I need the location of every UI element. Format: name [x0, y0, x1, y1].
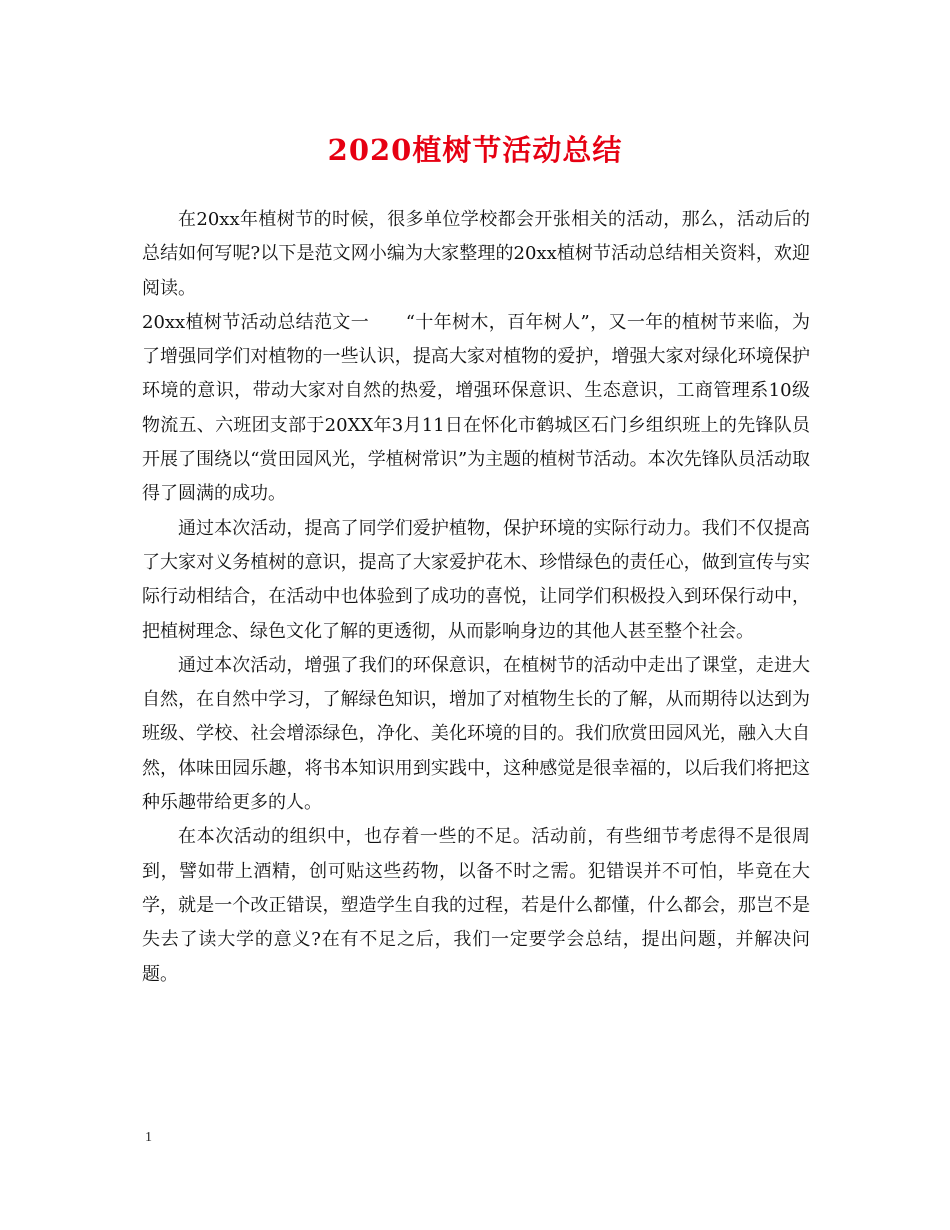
page-number: 1: [145, 1130, 152, 1145]
paragraph-environmental-awareness: 通过本次活动，增强了我们的环保意识，在植树节的活动中走出了课堂，走进大自然，在自然中学习，了解绿色知识，增加了对植物生长的了解，从而期待以达到为班级、学校、社会增添绿色，净化、美化环境的目的。我们欣赏田园风光，融入大自然，体味田园乐趣，将书本知识用到实践中，这种感觉是很幸福的，以后我们将把这种乐趣带给更多的人。: [142, 654, 810, 814]
document-title: 2020植树节活动总结: [327, 133, 623, 167]
paragraph-shortcomings: 在本次活动的组织中，也存着一些的不足。活动前，有些细节考虑得不是很周到，譬如带上酒精，创可贴这些药物，以备不时之需。犯错误并不可怕，毕竟在大学，就是一个改正错误，塑造学生自我的过程，若是什么都懂，什么都会，那岂不是失去了读大学的意义?在有不足之后，我们一定要学会总结，提出问题，并解决问题。: [142, 826, 810, 985]
paragraph-sample-one: 20xx植树节活动总结范文一 “十年树木，百年树人”，又一年的植树节来临，为了增强同学们对植物的一些认识，提高大家对植物的爱护，增强大家对绿化环境保护环境的意识，带动大家对自然的热爱，增强环保意识、生态意识，工商管理系10级物流五、六班团支部于20XX年3月11日在怀化市鹤城区石门乡组织班上的先锋队员开展了围绕以“赏田园风光，学植树常识”为主题的植树节活动。本次先锋队员活动取得了圆满的成功。: [142, 311, 810, 505]
paragraph-activity-effect: 通过本次活动，提高了同学们爱护植物，保护环境的实际行动力。我们不仅提高了大家对义务植树的意识，提高了大家爱护花木、珍惜绿色的责任心，做到宣传与实际行动相结合，在活动中也体验到了成功的喜悦，让同学们积极投入到环保行动中，把植树理念、绿色文化了解的更透彻，从而影响身边的其他人甚至整个社会。: [142, 517, 810, 642]
paragraph-intro: 在20xx年植树节的时候，很多单位学校都会开张相关的活动，那么，活动后的总结如何写呢?以下是范文网小编为大家整理的20xx植树节活动总结相关资料，欢迎阅读。: [142, 209, 810, 299]
document-body: [142, 203, 810, 992]
